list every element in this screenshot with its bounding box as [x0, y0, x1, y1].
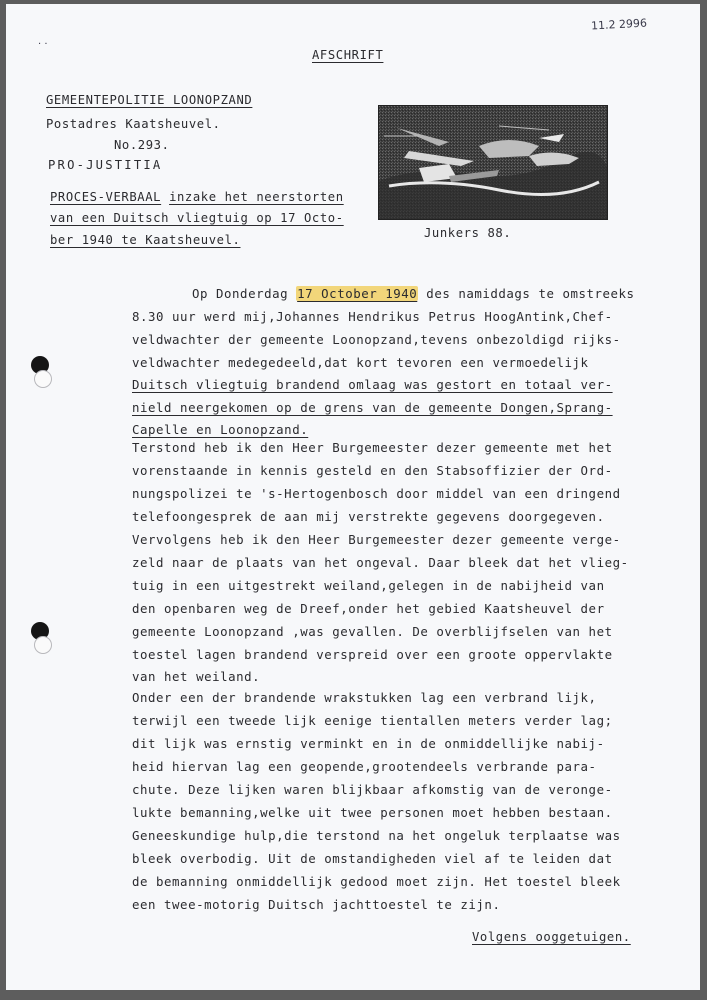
- document-title: AFSCHRIFT: [312, 48, 384, 62]
- body-line-2: 8.30 uur werd mij,Johannes Hendrikus Petrus HoogAntink,Chef-: [132, 309, 613, 324]
- photo-caption: Junkers 88.: [424, 226, 512, 240]
- document-page: [6, 4, 700, 990]
- subject-line-2: van een Duitsch vliegtuig op 17 Octo-: [50, 211, 344, 225]
- body-line-1: [192, 286, 635, 301]
- subject-line-1: [50, 190, 344, 204]
- subject-label: PROCES-VERBAAL: [50, 190, 162, 204]
- body-line-9: vorenstaande in kennis gesteld en den Stabsoffizier der Ord-: [132, 463, 613, 478]
- body-line-16: gemeente Loonopzand ,was gevallen. De overblijfselen van het: [132, 624, 613, 639]
- header-pro-justitia: PRO-JUSTITIA: [48, 158, 163, 172]
- body-line-17: toestel lagen brandend verspreid over een groote oppervlakte: [132, 647, 613, 662]
- footer-note: Volgens ooggetuigen.: [472, 930, 631, 944]
- punch-hole-bottom-ring: [34, 636, 52, 654]
- highlighted-date: 17 October 1940: [297, 286, 418, 301]
- body-line-6: nield neergekomen op de grens van de gemeente Dongen,Sprang-: [132, 400, 613, 415]
- body-line-25: Geneeskundige hulp,die terstond na het ongeluk terplaatse was: [132, 828, 621, 843]
- body-line-27: de bemanning onmiddellijk gedood moet zijn. Het toestel bleek: [132, 874, 621, 889]
- body-line-13: zeld naar de plaats van het ongeval. Daar bleek dat het vlieg-: [132, 555, 629, 570]
- body-line-1-end: des namiddags te omstreeks: [418, 286, 635, 301]
- top-marks: . .: [38, 36, 48, 47]
- header-address: Postadres Kaatsheuvel.: [46, 117, 221, 131]
- body-line-4: veldwachter medegedeeld,dat kort tevoren een vermoedelijk: [132, 355, 589, 370]
- archive-number: 11.2 2996: [590, 16, 648, 33]
- body-line-14: tuig in een uitgestrekt weiland,gelegen in de nabijheid van: [132, 578, 605, 593]
- subject-line-3: ber 1940 te Kaatsheuvel.: [50, 233, 241, 247]
- body-line-7: Capelle en Loonopzand.: [132, 422, 309, 437]
- body-line-18: van het weiland.: [132, 669, 261, 684]
- header-number: No.293.: [114, 138, 170, 152]
- header-organization: GEMEENTEPOLITIE LOONOPZAND: [46, 93, 253, 107]
- body-line-20: terwijl een tweede lijk eenige tientallen meters verder lag;: [132, 713, 613, 728]
- body-line-15: den openbaren weg de Dreef,onder het gebied Kaatsheuvel der: [132, 601, 605, 616]
- body-line-8: Terstond heb ik den Heer Burgemeester dezer gemeente met het: [132, 440, 613, 455]
- aircraft-photo: [378, 105, 608, 220]
- body-line-24: lukte bemanning,welke uit twee personen moet hebben bestaan.: [132, 805, 613, 820]
- body-line-3: veldwachter der gemeente Loonopzand,tevens onbezoldigd rijks-: [132, 332, 621, 347]
- body-line-11: telefoongesprek de aan mij verstrekte gegevens doorgegeven.: [132, 509, 605, 524]
- body-line-23: chute. Deze lijken waren blijkbaar afkomstig van de veronge-: [132, 782, 613, 797]
- body-line-28: een twee-motorig Duitsch jachttoestel te zijn.: [132, 897, 501, 912]
- body-line-21: dit lijk was ernstig verminkt en in de onmiddellijke nabij-: [132, 736, 605, 751]
- body-line-12: Vervolgens heb ik den Heer Burgemeester dezer gemeente verge-: [132, 532, 621, 547]
- body-line-1-start: Op Donderdag: [192, 286, 297, 301]
- body-line-5: Duitsch vliegtuig brandend omlaag was gestort en totaal ver-: [132, 377, 613, 392]
- subject-line-1-rest: inzake het neerstorten: [169, 190, 344, 204]
- punch-hole-top-ring: [34, 370, 52, 388]
- body-line-26: bleek overbodig. Uit de omstandigheden viel af te leiden dat: [132, 851, 613, 866]
- body-line-19: Onder een der brandende wrakstukken lag een verbrand lijk,: [132, 690, 597, 705]
- body-line-22: heid hiervan lag een geopende,grootendeels verbrande para-: [132, 759, 597, 774]
- body-line-10: nungspolizei te 's-Hertogenbosch door middel van een dringend: [132, 486, 621, 501]
